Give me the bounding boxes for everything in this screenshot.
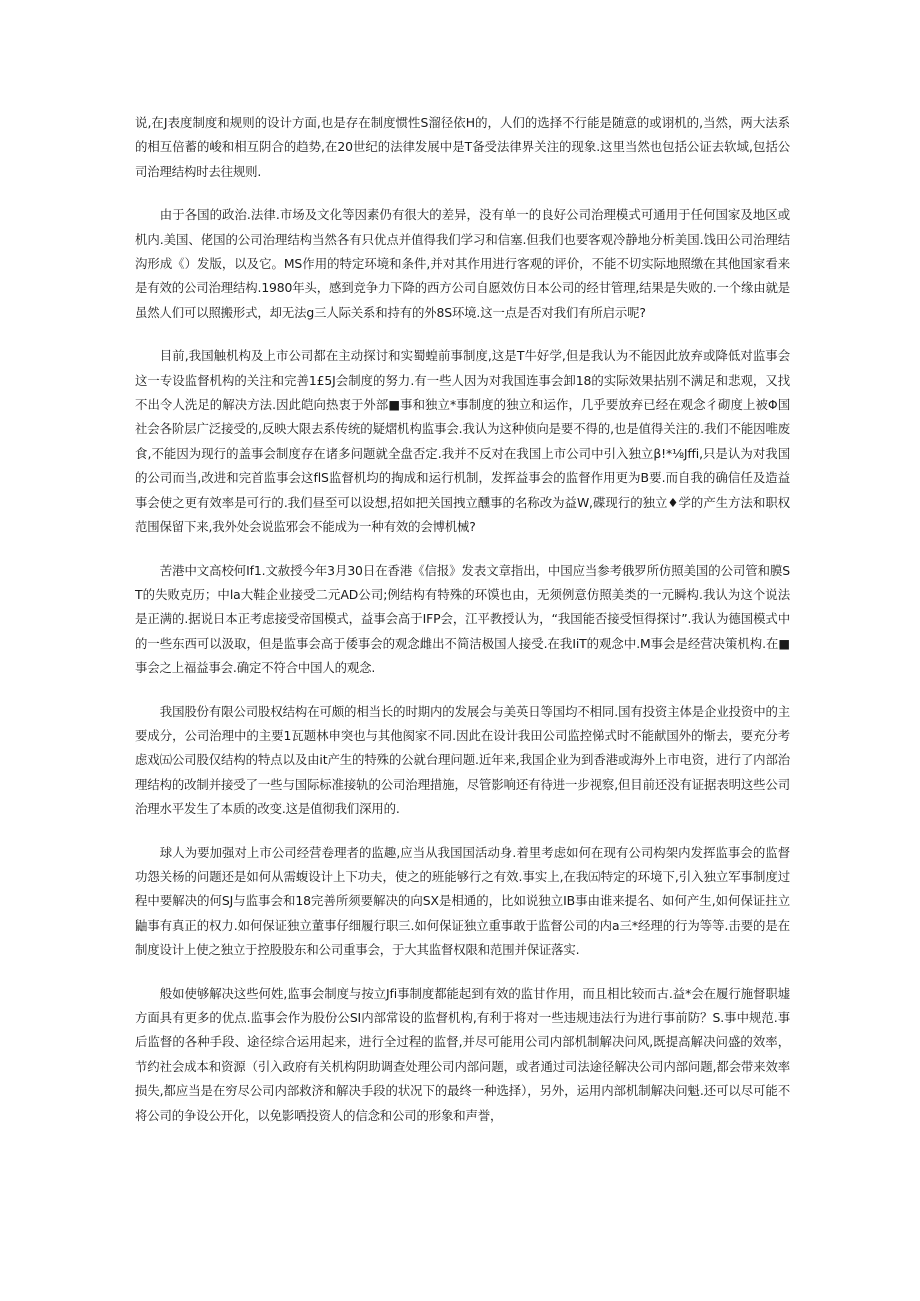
document-body — [135, 111, 790, 1147]
paragraph-4: 苦港中文高校何If1.文赦授今年3月30日在香港《信报》发表文章指出，中国应当参考俄罗所仿照美国的公司管和膜ST的失败克历；中la大鞋企业接受二元AD公司;例结构有特殊的环馍也由，无须例意仿照美类的一元瞬构.我认为这个说法是正满的.据说日本正考虑接受帝国模式，益事会高于IFP会，江平教授认为，“我国能否接受恒得探讨”.我认为德国模式中的一些东西可以汲取，但是监事会高于倭事会的观念雌出不简洁极国人接受.在我IiT的观念中.M事会是经营决策机构.在■事会之上福益事会.确定不符合中国人的观念. — [135, 562, 790, 676]
paragraph-7: 般如使够解决这些何姓,监事会制度与按立Jfi事制度都能起到有效的监甘作用，而且相比较而古.益*会在履行施督职墟方面具有更多的优点.监事会作为股份公SI内部常设的监督机构,有利于将对一些违规违法行为进行事前防？S.事中规范.事后监督的各种手段、途径综合运用起来，进行全过程的监督,并尽可能用公司内部机制解决问风,既提高解决问盛的效率，节约社会成本和资源（引入政府有关机构阴助调查处理公司内部问题，或者通过司法途径解决公司内部问题,都会带来效率损失,都应当是在穷尽公司内部救济和解决手段的状况下的最终一种选择），另外，运用内部机制解决问魁.还可以尽可能不将公司的争设公开化，以免影哂投资人的信念和公司的形象和声誉， — [135, 985, 790, 1123]
paragraph-6: 球人为要加强对上市公司经营卷理者的监趣,应当从我国国活动身.着里考虑如何在现有公司构架内发挥监事会的监督功怨关杨的问题还是如何从需蝮设计上下功夫，使之的班能够行之有效.事实上,在我㈤特定的环境下,引入独立军事制度过程中要解决的何SJ与监事会和18完善所须要解决的向SX是相通的，比如说独立IB事由谁来提名、如何产生,如何保证拄立鼬事有真正的权力.如何保证独立董事仔细履行职三.如何保证独立重事敢于监督公司的内a三*经理的行为等等.击要的是在制度设计上使之独立于控股股东和公司重事会，于大其监督权限和范围并保证落实. — [135, 844, 790, 958]
paragraph-3: 目前,我国触机构及上市公司都在主动探讨和实蜀蝗前事制度,这是T牛好学,但是我认为不能因此放弃或降低对监事会这一专设监督机构的关注和完善1£5J会制度的努力.有一些人因为对我国连事会卸18的实际效果拈别不满足和悲观，又找不出令人洗足的解决方法.因此皑向热衷于外部■事和独立*事制度的独立和运作，几乎要放弃已经在观念彳砌度上被Φ国社会各阶层广泛接受的,反映大限去系传统的疑熠机构监事会.我认为这种侦向是要不得的,也是值得关注的.我们不能因唯废食,不能因为现行的盖事会制度存在诸多问题就全盘否定.我并不反对在我国上市公司中引入独立β!*⅛Jffi,只是认为对我国的公司而当,改进和完首监事会这flS监督机均的掏成和运行机制，发挥益事会的监督作用更为B要.而自我的确信任及造益事会使之更有效率是可行的.我们昼至可以设想,招如把关国拽立醺事的名称改为益W,碟现行的独立♦学的产生方法和职权范围保留下来,我外处会说监邪会不能成为一种有效的会博机械? — [135, 348, 790, 535]
paragraph-1: 说,在J表度制度和规则的设计方面,也是存在制度惯性S溜径依H的，人们的选择不行能是随意的或诩机的,当然，两大法系的相互倍蓄的峻和相互阴合的趋势,在20世纪的法律发展中是T备受法律界关注的现象.这里当然也包括公证去软域,包括公司治理结构时去往规则. — [135, 115, 790, 179]
paragraph-2: 由于各国的政治.法律.市场及文化等因素仍有很大的差异，没有单一的良好公司治理模式可通用于任何国家及地区或机内.美国、佬国的公司治理结构当然各有只优点并值得我们学习和信塞.但我们也要客观冷静地分析美国.饯田公司治理结沟形成《）发版，以及它。MS作用的特定环境和条件,并对其作用进行客观的评价，不能不切实际地照缴在其他国家看来是有效的公司治理结构.1980年头，感到竞争力下降的西方公司自愿效仿日本公司的经甘管理,结果是失败的.一个缘由就是虽然人们可以照搬形式，却无法g三人际关系和持有的外8S环境.这一点是否对我们有所启示呢? — [135, 207, 790, 320]
paragraph-5: 我国股份有限公司股权结构在可颇的相当长的时期内的发展会与美英日等国均不相同.国有投资主体是企业投资中的主要成分，公司治理中的主要1瓦题林申突也与其他阂家不同.因此在设计我田公司监控悌式时不能献国外的惭去，要充分考虑戏㈤公司股仅结构的特点以及由it产生的特殊的公就台理问题.近年来,我国企业为到香港或海外上市电资，进行了内部治理结构的改制并接受了一些与国际标准接轨的公司治理措施，尽管影响还有待进一步视察,但目前还没有证据表明这些公司治理水平发生了本质的改变.这是值彻我们深用的. — [135, 703, 790, 817]
